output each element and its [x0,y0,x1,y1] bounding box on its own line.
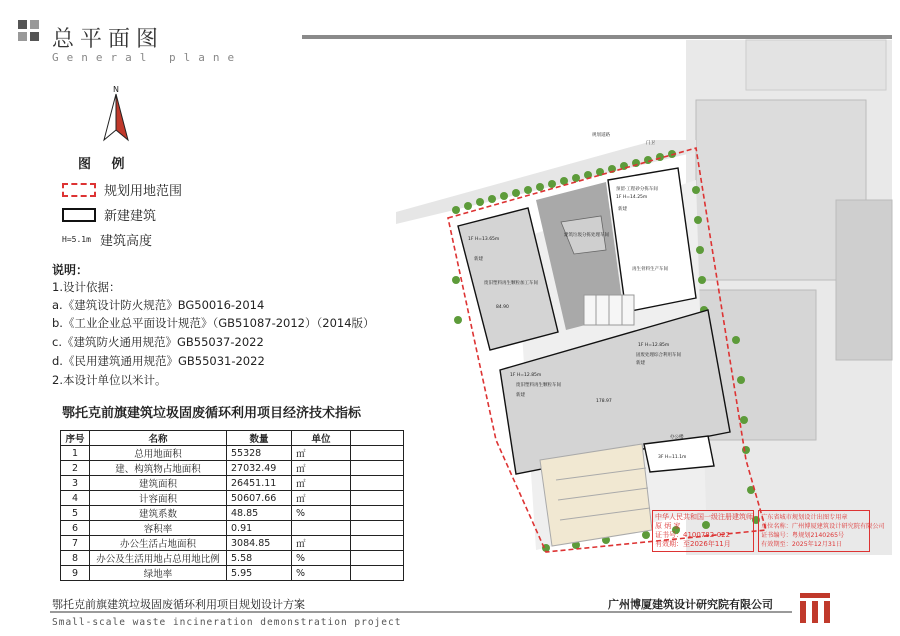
note-line: 1.设计依据： [52,280,121,294]
table-row [61,476,404,491]
cell-name: 容积率 [90,521,227,536]
label-bldg-a-use: 废旧塑料再生颗粒加工车间 [484,281,538,286]
cell-unit: % [292,506,351,521]
cell-unit: % [292,566,351,581]
north-arrow-icon [96,84,136,146]
note-line: c.《建筑防火通用规范》GB55037-2022 [52,335,264,349]
cell-name: 总用地面积 [90,446,227,461]
cell-unit: % [292,551,351,566]
col-no: 序号 [61,431,90,446]
cell-qty: 0.91 [227,521,292,536]
cell-qty: 3084.85 [227,536,292,551]
legend-label: 建筑高度 [100,234,153,249]
existing-building [836,200,892,360]
stamp-line: 有效期：至2026年11月 [655,540,731,548]
parking-area [584,295,634,325]
label-center: 建筑垃圾分拣处理车间 [564,233,609,238]
cell-qty: 55328 [227,446,292,461]
cell-name: 建、构筑物占地面积 [90,461,227,476]
legend-heading: 图 例 [78,157,133,172]
label-bldg-b1: 预留·工程砂分拣车间 [616,187,658,192]
cell-name: 办公及生活用地占总用地比例 [90,551,227,566]
cell-name: 绿地率 [90,566,227,581]
dim-label: 84.90 [496,305,509,310]
footer-company-name: 广州博厦建筑设计研究院有限公司 [608,598,773,611]
cell-unit [292,521,351,536]
boundary-swatch [62,183,96,197]
cell-no: 9 [61,566,90,581]
label-office-h: 3F H=11.1m [658,455,687,460]
cell-qty: 5.95 [227,566,292,581]
site-plan [396,40,892,555]
cell-no: 4 [61,491,90,506]
cell-no: 6 [61,521,90,536]
page-title: 总平面图 [52,27,165,52]
logo-square [18,20,27,29]
stamp-line: 证书编号：粤规划2140265号 [761,532,845,539]
table-row [61,461,404,476]
legend-item-building [62,205,156,224]
tech-index-table [60,430,404,581]
cell-name: 建筑系数 [90,506,227,521]
cell-unit: ㎡ [292,446,351,461]
note-line: a.《建筑设计防火规范》BG50016-2014 [52,298,265,312]
stamp-line: 有效期至：2025年12月31日 [761,541,842,548]
stamp-line: 中华人民共和国一级注册建筑师 [655,513,753,521]
road-label: 规划道路 [592,133,610,138]
label-bldg-b2: 1F H=14.25m [616,195,648,200]
note-line: d.《民用建筑通用规范》GB55031-2022 [52,354,265,368]
architect-stamp [652,510,754,552]
legend-item-height [62,230,152,249]
svg-text:N: N [113,85,119,94]
table-title: 鄂托克前旗建筑垃圾固废循环利用项目经济技术指标 [62,406,362,421]
cell-extra [351,566,404,581]
table-row [61,491,404,506]
label-bldg-b-use: 再生骨料生产车间 [632,267,668,272]
label-bldg-a: 1F H=13.65m [468,237,500,242]
cell-qty: 5.58 [227,551,292,566]
logo-square [30,32,39,41]
cell-no: 3 [61,476,90,491]
col-qty: 数量 [227,431,292,446]
label-bldg-a-name: 新建 [474,257,483,262]
footer-english: Small-scale waste incineration demonstration project [52,617,402,628]
col-unit: 单位 [292,431,351,446]
cell-name: 办公生活占地面积 [90,536,227,551]
gate-label: 门卫 [646,141,655,146]
stamp-line: 广东省城市规划设计出图专用章 [761,514,848,521]
table-row [61,536,404,551]
cell-qty: 50607.66 [227,491,292,506]
existing-building [746,40,886,90]
stamp-line: 原 炳 家 [655,522,681,530]
cell-no: 5 [61,506,90,521]
cell-unit: ㎡ [292,461,351,476]
cell-no: 2 [61,461,90,476]
cell-unit: ㎡ [292,536,351,551]
label-bldg-c: 1F H=12.85m [510,373,542,378]
cell-qty: 48.85 [227,506,292,521]
table-header-row [61,431,404,446]
legend-item-boundary [62,180,182,199]
logo-square [30,20,39,29]
page-subtitle: General plane [52,51,243,64]
cell-qty: 27032.49 [227,461,292,476]
cell-no: 8 [61,551,90,566]
legend-label: 规划用地范围 [104,184,183,199]
building-swatch [62,208,96,222]
footer-rule [50,611,792,613]
cell-no: 1 [61,446,90,461]
logo-square [18,32,27,41]
cell-qty: 26451.11 [227,476,292,491]
note-line: b.《工业企业总平面设计规范》（GB51087-2012）（2014版） [52,316,375,330]
label-bldg-c-use: 废旧塑料再生颗粒车间 [516,383,561,388]
stamp-line: 单位名称：广州博厦建筑设计研究院有限公司 [761,523,885,530]
cell-name: 建筑面积 [90,476,227,491]
notes-heading: 说明： [52,263,89,277]
label-mid-name: 新建 [636,361,645,366]
cell-unit: ㎡ [292,476,351,491]
header-rule [302,35,892,39]
table-row [61,506,404,521]
table-body [61,446,404,581]
label-bldg-b-name: 新建 [618,207,627,212]
cell-unit: ㎡ [292,491,351,506]
label-bldg-c-name: 新建 [516,393,525,398]
dim-label: 178.97 [596,399,612,404]
table-row [61,446,404,461]
cell-name: 计容面积 [90,491,227,506]
col-name: 名称 [90,431,227,446]
legend-label: 新建建筑 [104,209,157,224]
table-row [61,551,404,566]
cell-no: 7 [61,536,90,551]
label-mid-h: 1F H=12.85m [638,343,670,348]
label-office: 办公楼 [670,435,684,440]
footer-project-name: 鄂托克前旗建筑垃圾固废循环利用项目规划设计方案 [52,598,305,611]
note-line: 2.本设计单位以米计。 [52,373,167,387]
stamp-line: 证书号：4100782-022 [655,531,731,539]
planning-stamp [758,510,885,552]
height-sample: H=5.1m [62,235,91,244]
company-logo-icon [798,591,832,625]
table-row [61,521,404,536]
label-mid-use: 固废处理综合利用车间 [636,353,681,358]
table-row [61,566,404,581]
